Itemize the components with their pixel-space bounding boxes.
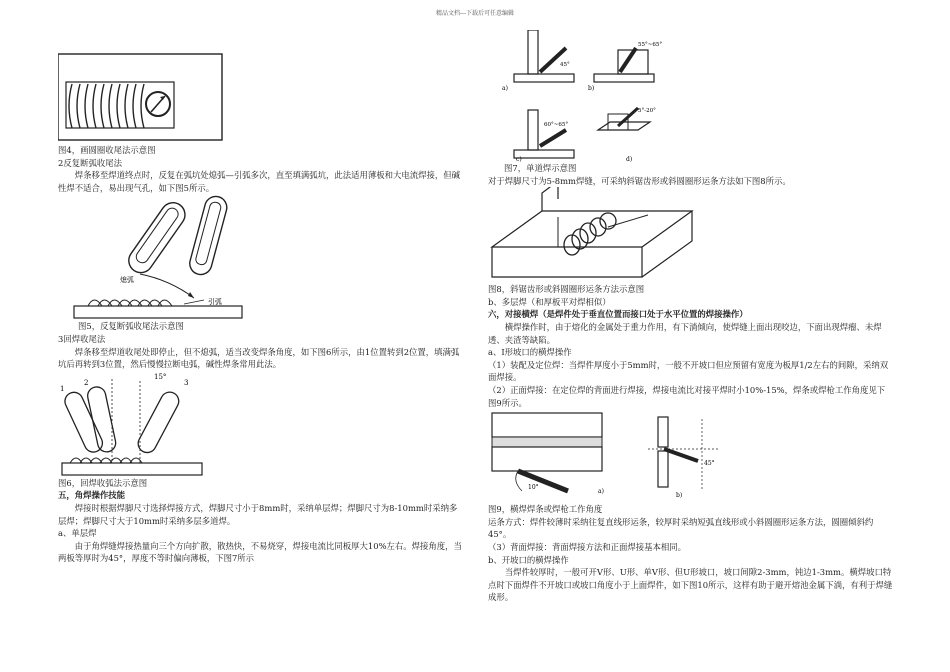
step-3-paragraph: （3）背面焊接：背面焊接方法和正面焊接基本相同。: [488, 541, 686, 552]
section-b2-heading: b、开坡口的横焊操作: [488, 554, 569, 565]
figure-7-angle-c: 60°~65°: [544, 122, 569, 128]
section-3-heading: 3回焊收尾法: [58, 333, 106, 344]
section-2-paragraph: 焊条移至焊道终点时，反复在弧坑处熄弧—引弧多次，直至填满弧坑，此法适用薄板和大电流焊接，但碱性焊不适合，易出现气孔，如下图5所示。: [58, 170, 461, 193]
figure-5-repeated-arc: [58, 194, 258, 320]
figure-6-angle: 15°: [154, 372, 167, 381]
figure-9-angle-a: 10°: [528, 484, 539, 492]
section-b2-paragraph: 当焊件较厚时，一般可开V形、U形、单V形、但U形坡口，坡口间隙2-3mm，钝边1-3mm。横焊坡口特点时下面焊件不开坡口或坡口角度小于上面焊件，如下图10所示，这样有助于避开熔池金属下淌，有利于焊缝成形。: [488, 567, 893, 603]
figure-9-angle-b: 45°: [704, 460, 715, 468]
figure-7-angle-d: 5°-20°: [638, 108, 656, 114]
section-a-heading: a、单层焊: [58, 528, 97, 539]
figure-8-intro: 对于焊脚尺寸为5-8mm焊缝，可采纳斜锯齿形或斜圆圈形运条方法如下图8所示。: [488, 175, 791, 186]
page-header: 精品文档---下载后可任意编辑: [435, 10, 515, 17]
figure-6-container: [58, 371, 463, 477]
figure-7-angle-a: 45°: [560, 62, 570, 68]
figure-9-caption: 图9，横焊焊条或焊枪工作角度: [488, 504, 603, 515]
figure-6-back-weld: [58, 371, 208, 477]
figure-8-sawtooth-circle: [488, 187, 698, 283]
section-6-heading: 六，对接横焊（是焊件处于垂直位置而接口处于水平位置的焊接操作）: [488, 309, 748, 320]
step-2-paragraph: （2）正面焊接：在定位焊的背面进行焊接，焊接电流比对接平焊时小10%-15%，焊条或焊枪工作角度见下图9所示。: [488, 384, 886, 408]
section-i-heading: a、I形坡口的横焊操作: [488, 347, 572, 358]
figure-9-horizontal-weld: [488, 409, 748, 503]
left-column: [58, 52, 463, 565]
section-6-paragraph: 横焊操作时，由于熔化的金属处于重力作用，有下淌倾向，使焊缝上面出现咬边，下面出现焊瘤、未焊透、夹渣等缺陷。: [488, 321, 882, 345]
figure-7-caption: 图7，单道焊示意图: [504, 163, 577, 173]
figure-7-single-pass: [488, 30, 688, 162]
right-column: [488, 30, 893, 604]
figure-6-caption: 图6，回焊收弧法示意图: [58, 477, 148, 488]
section-b-heading: b、多层焊（和厚板平对焊相似）: [488, 296, 611, 307]
figure-4-circle-ending: [58, 52, 223, 144]
section-3-paragraph: 焊条移至焊道收尾处即停止，但不熄弧，适当改变焊条角度，如下图6所示，由1位置转到2位置，填满弧坑后再转到3位置，然后慢慢拉断电弧，碱性焊条常用此法。: [58, 346, 460, 370]
figure-5-label-arc-start: 引弧: [208, 298, 222, 307]
figure-5-caption: 图5，反复断弧收尾法示意图: [78, 321, 184, 332]
section-5-heading: 五，角焊操作技能: [58, 490, 125, 501]
figure-6-number-3: 3: [184, 378, 189, 387]
figure-6-number-2: 2: [84, 378, 89, 387]
motion-paragraph: 运条方式：焊件较薄时采纳往复直线形运条，较厚时采纳短弧直线形或小斜圆圈形运条方法，圆圈倾斜约45°。: [488, 516, 874, 540]
figure-7-label-a: a): [502, 85, 508, 92]
figure-9-label-b: b): [676, 492, 683, 500]
section-2-heading: 2反复断弧收尾法: [58, 157, 122, 168]
figure-7-label-b: b): [588, 85, 595, 92]
step-1-paragraph: （1）装配及定位焊：当焊件厚度小于5mm时，一般不开坡口但应预留有宽度为板厚1/2左右的间隙，采纳双面焊接。: [488, 359, 889, 383]
figure-7-angle-b: 55°~65°: [638, 42, 663, 48]
figure-5-container: [58, 194, 463, 320]
figure-9-label-a: a): [598, 488, 604, 496]
figure-4-caption: 图4，画圆圈收尾法示意图: [58, 145, 156, 155]
section-a-paragraph: 由于角焊缝焊接热量向三个方向扩散，散热快，不易烧穿，焊接电流比同板厚大10%左右。焊接角度，当两板等厚时为45°，厚度不等时偏向薄板，下图7所示: [58, 540, 462, 564]
figure-7-label-d: d): [626, 156, 633, 162]
figure-5-label-arc-off: 熄弧: [120, 276, 134, 285]
figure-8-caption: 图8，斜锯齿形或斜圆圈形运条方法示意图: [488, 284, 645, 295]
section-5-paragraph: 焊接时根据焊脚尺寸选择焊接方式，焊脚尺寸小于8mm时，采纳单层焊；焊脚尺寸为8-10mm时采纳多层焊；焊脚尺寸大于10mm时采纳多层多道焊。: [58, 502, 458, 526]
figure-7-label-c: c): [516, 156, 522, 162]
figure-6-number-1: 1: [60, 384, 65, 393]
